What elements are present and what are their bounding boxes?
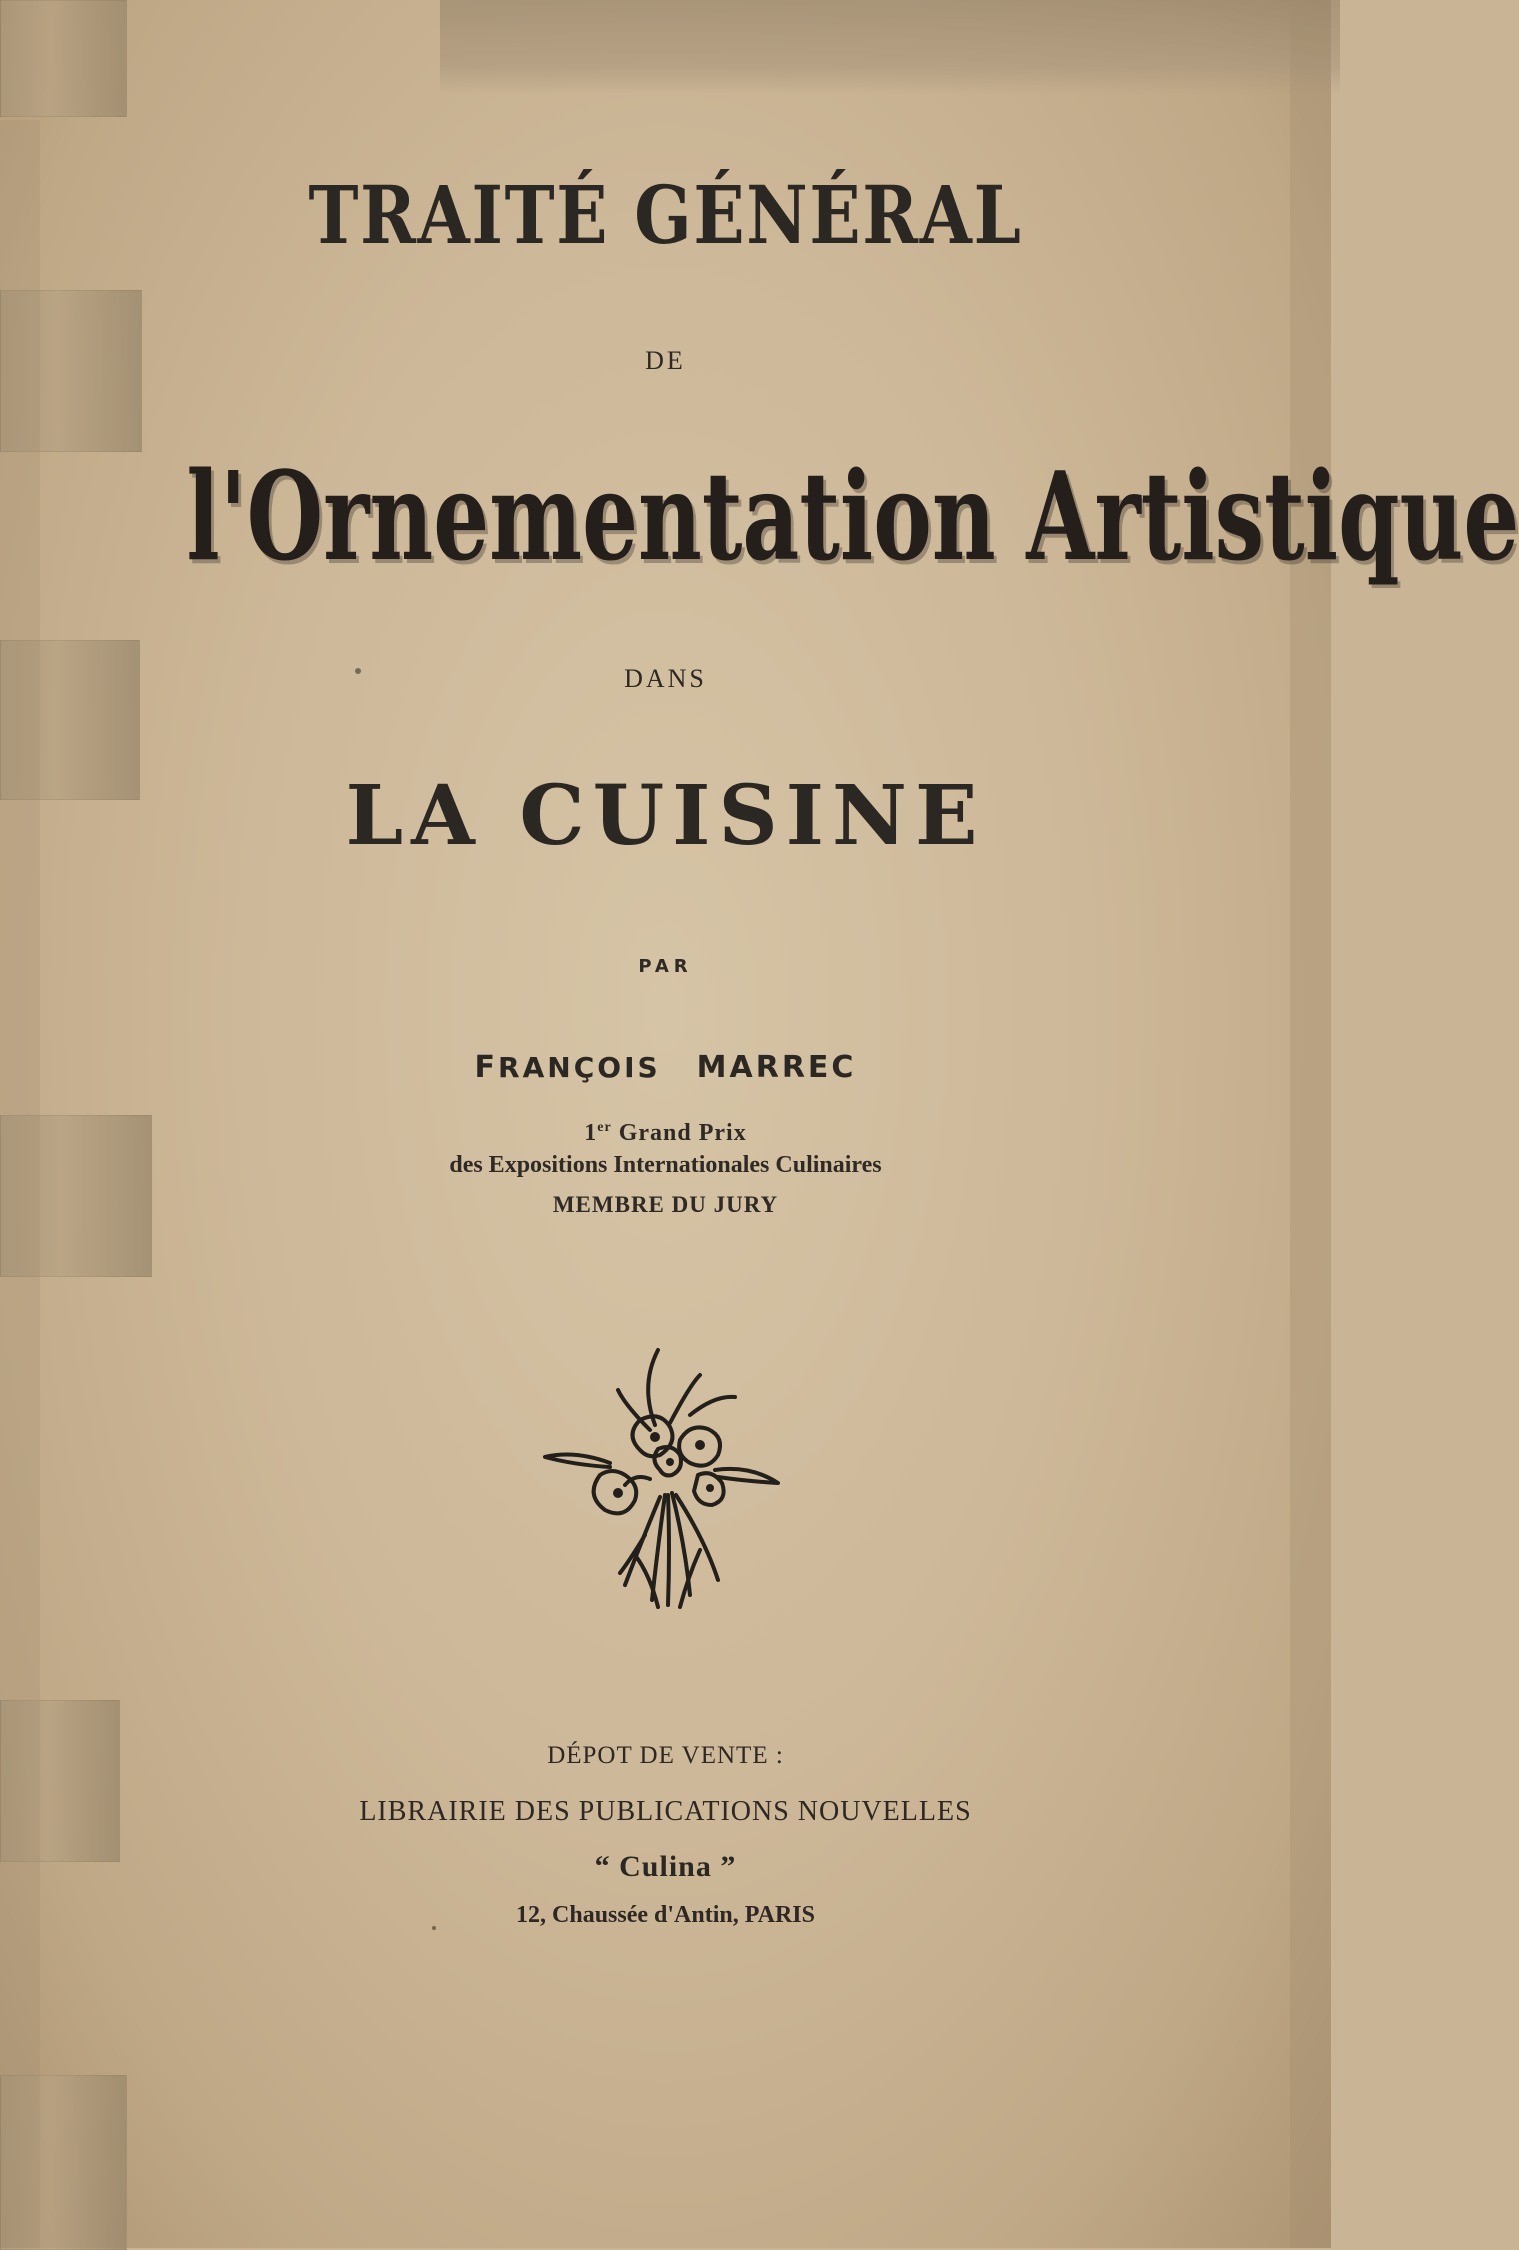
title-line-2: l'Ornementation Artistique bbox=[186, 444, 1519, 588]
title-line-3: LA CUISINE bbox=[345, 768, 986, 864]
author-last-name: MARREC bbox=[696, 1050, 857, 1085]
author-first-rest: RANÇOIS bbox=[498, 1051, 661, 1084]
publisher-librairie: LIBRAIRIE DES PUBLICATIONS NOUVELLES bbox=[359, 1796, 972, 1827]
title-line-1: TRAITÉ GÉNÉRAL bbox=[308, 168, 1023, 262]
publisher-address: 12, Chaussée d'Antin, PARIS bbox=[516, 1902, 815, 1928]
tape-mark bbox=[0, 0, 127, 117]
author-par: PAR bbox=[638, 956, 693, 977]
prize-number: 1 bbox=[584, 1120, 598, 1146]
author-name bbox=[0, 1050, 1331, 1085]
floral-bouquet-icon bbox=[540, 1345, 790, 1625]
author-expositions: des Expositions Internationales Culinaires bbox=[449, 1152, 882, 1178]
publisher-culina: “ Culina ” bbox=[594, 1850, 737, 1883]
author-jury: MEMBRE DU JURY bbox=[552, 1192, 779, 1217]
author-prize bbox=[0, 1120, 1331, 1147]
torn-top-edge bbox=[440, 0, 1340, 95]
title-de: DE bbox=[645, 346, 686, 375]
prize-text: Grand Prix bbox=[618, 1120, 747, 1146]
author-first-initial: F bbox=[474, 1050, 499, 1085]
prize-ordinal: er bbox=[597, 1120, 612, 1135]
publisher-depot: DÉPOT DE VENTE : bbox=[547, 1742, 784, 1769]
title-dans: DANS bbox=[624, 664, 707, 693]
